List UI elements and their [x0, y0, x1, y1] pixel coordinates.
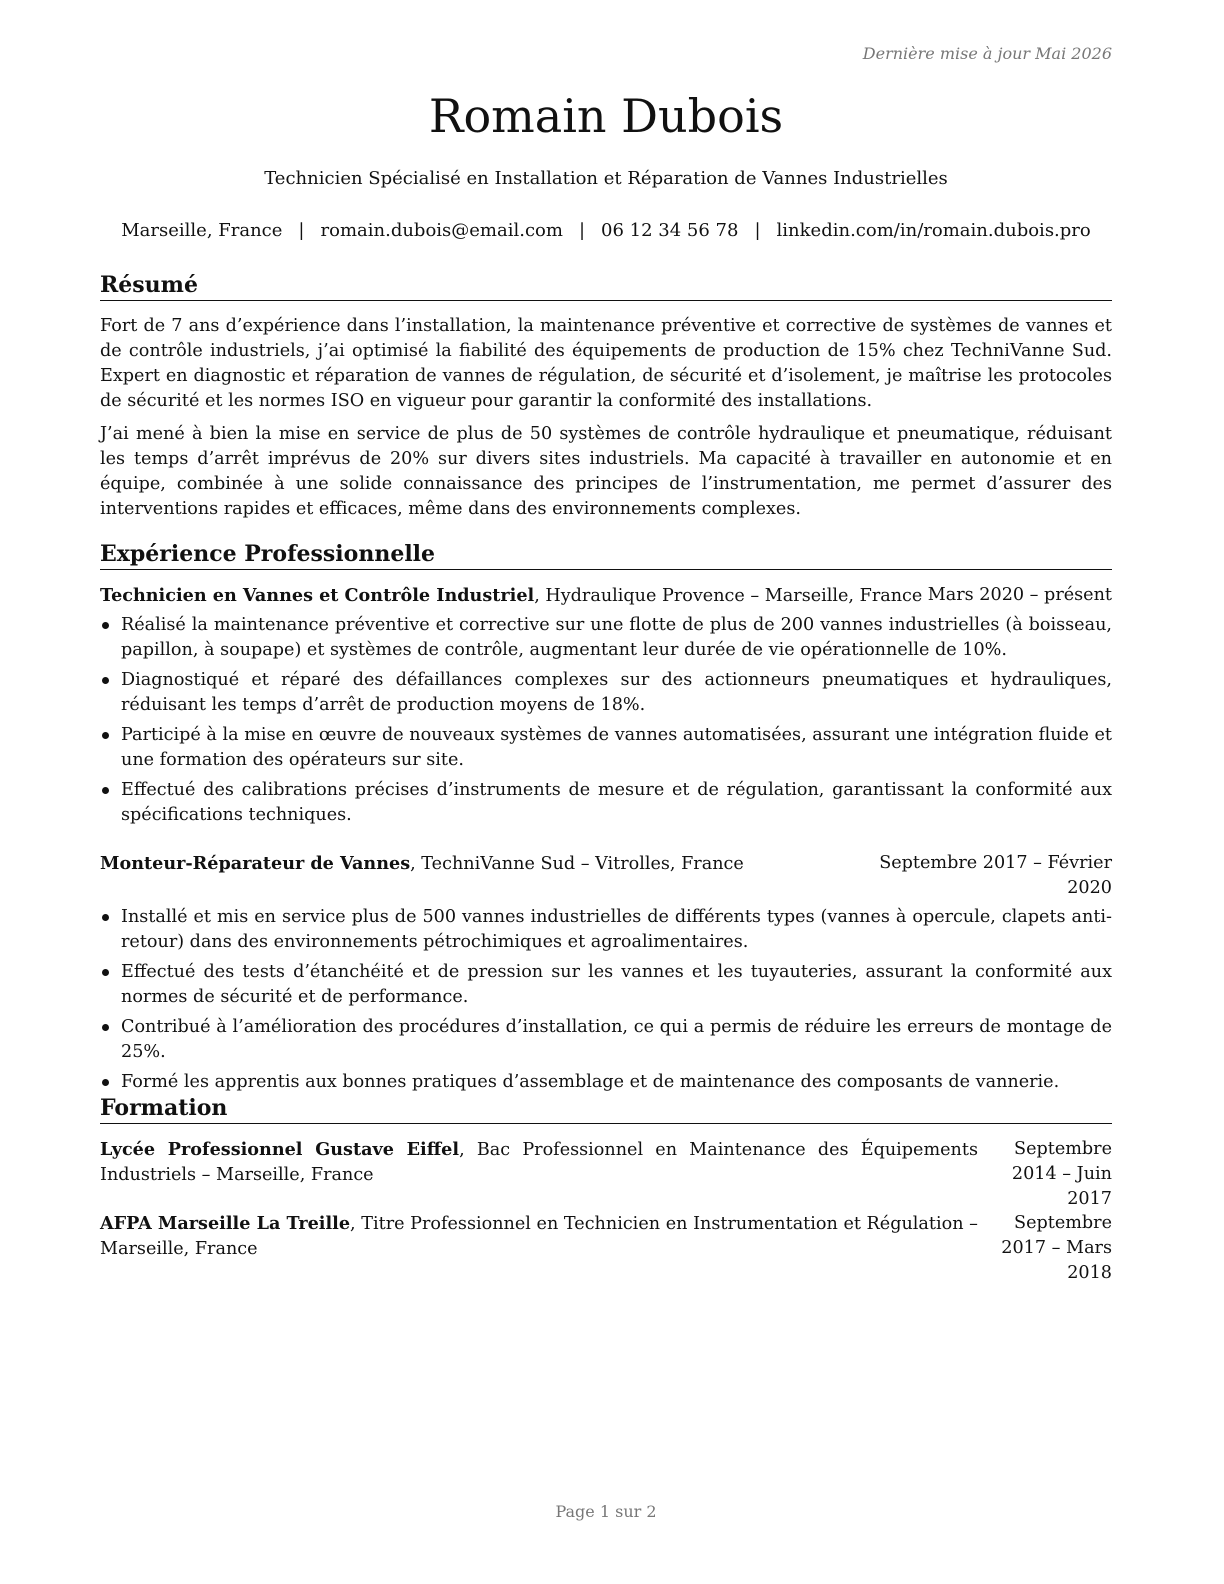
education-school: Lycée Professionnel Gustave Eiffel: [100, 1139, 460, 1160]
bullet-icon: [102, 787, 109, 794]
education-degree: , Bac Professionnel en Maintenance des Équipements Industriels – Marseille, France: [100, 1140, 978, 1185]
job-dates: Septembre 2017 – Février 2020: [879, 853, 1112, 898]
job-company: , TechniVanne Sud – Vitrolles, France: [410, 854, 744, 874]
job-title-line: [100, 583, 922, 609]
last-updated: Dernière mise à jour Mai 2026: [862, 44, 1112, 63]
bullet-icon: [102, 914, 109, 921]
bullet-icon: [102, 1079, 109, 1086]
education-dates: Septembre 2014 – Juin 2017: [1011, 1139, 1112, 1209]
list-item: [100, 960, 1112, 1010]
education-item: [100, 1137, 1112, 1209]
education-detail: [100, 1211, 978, 1262]
education-item: [100, 1211, 1112, 1283]
bullet-text: Formé les apprentis aux bonnes pratiques d’assemblage et de maintenance des composants de vannerie.: [121, 1072, 1060, 1092]
contact-separator: |: [298, 220, 305, 241]
summary-paragraph: J’ai mené à bien la mise en service de plus de 50 systèmes de contrôle hydraulique et pneumatique, réduisant les temps d’arrêt imprévus de 20% sur divers sites industriels. Ma capacité à travailler en autonomie et en équipe, combinée à une solide connaissance des principes de l’instrumentation, me permet d’assurer des interventions rapides et efficaces, même dans des environnements complexes.: [100, 424, 1112, 519]
person-name: Romain Dubois: [428, 89, 784, 143]
summary-block: [100, 314, 1112, 522]
list-item: [100, 613, 1112, 663]
list-item: [100, 1015, 1112, 1065]
contact-linkedin: linkedin.com/in/romain.dubois.pro: [776, 220, 1091, 241]
contact-separator: |: [578, 220, 586, 241]
list-item: [100, 1070, 1112, 1095]
bullet-text: Réalisé la maintenance préventive et corrective sur une flotte de plus de 200 vannes industrielles (à boisseau, papillon, à soupape) et systèmes de contrôle, augmentant leur durée de vie opérationnelle de 10%.: [121, 615, 1112, 660]
bullet-text: Diagnostiqué et réparé des défaillances complexes sur des actionneurs pneumatiques et hydrauliques, réduisant les temps d’arrêt de production moyens de 18%.: [121, 670, 1112, 715]
job-title-line: [100, 851, 744, 877]
bullet-icon: [102, 732, 109, 739]
bullet-text: Installé et mis en service plus de 500 vannes industrielles de différents types (vannes à opercule, clapets anti-retour) dans des environnements pétrochimiques et agroalimentaires.: [121, 907, 1112, 952]
education-detail: [100, 1137, 978, 1188]
bullet-icon: [102, 622, 109, 629]
list-item: [100, 668, 1112, 718]
page-number: Page 1 sur 2: [555, 1502, 657, 1521]
job-bullets: [100, 613, 1112, 833]
list-item: [100, 723, 1112, 773]
section-heading-summary: Résumé: [100, 270, 1112, 301]
job-dates: Mars 2020 – présent: [927, 585, 1112, 605]
bullet-text: Participé à la mise en œuvre de nouveaux systèmes de vannes automatisées, assurant une intégration fluide et une formation des opérateurs sur site.: [121, 725, 1112, 770]
job-role: Technicien en Vannes et Contrôle Industriel: [100, 585, 535, 606]
bullet-text: Effectué des calibrations précises d’instruments de mesure et de régulation, garantissant la conformité aux spécifications techniques.: [121, 780, 1112, 825]
bullet-icon: [102, 969, 109, 976]
bullet-text: Effectué des tests d’étanchéité et de pression sur les vannes et les tuyauteries, assurant la conformité aux normes de sécurité et de performance.: [121, 962, 1112, 1007]
contact-phone: 06 12 34 56 78: [601, 220, 739, 241]
contact-line: [100, 218, 1112, 244]
contact-separator: |: [754, 220, 761, 241]
job-role: Monteur-Réparateur de Vannes: [100, 853, 411, 874]
job-bullets: [100, 905, 1112, 1100]
education-dates: Septembre 2017 – Mars 2018: [1001, 1213, 1112, 1283]
summary-paragraph: Fort de 7 ans d’expérience dans l’installation, la maintenance préventive et corrective de systèmes de vannes et de contrôle industriels, j’ai optimisé la fiabilité des équipements de production de 15% chez TechniVanne Sud. Expert en diagnostic et réparation de vannes de régulation, de sécurité et d’isolement, je maîtrise les protocoles de sécurité et les normes ISO en vigueur pour garantir la conformité des installations.: [100, 316, 1112, 411]
section-heading-experience: Expérience Professionnelle: [100, 539, 1112, 570]
education-degree: , Titre Professionnel en Technicien en Instrumentation et Régulation – Marseille, France: [100, 1214, 978, 1259]
resume-page: [100, 0, 1112, 1584]
bullet-icon: [102, 1024, 109, 1031]
list-item: [100, 905, 1112, 955]
job-company: , Hydraulique Provence – Marseille, France: [534, 586, 923, 606]
contact-email: romain.dubois@email.com: [320, 220, 563, 241]
education-school: AFPA Marseille La Treille: [100, 1213, 351, 1234]
bullet-text: Contribué à l’amélioration des procédures d’installation, ce qui a permis de réduire les erreurs de montage de 25%.: [121, 1017, 1112, 1062]
bullet-icon: [102, 677, 109, 684]
section-heading-education: Formation: [100, 1093, 1112, 1124]
job-title: Technicien Spécialisé en Installation et Réparation de Vannes Industrielles: [264, 168, 948, 189]
list-item: [100, 778, 1112, 828]
contact-location: Marseille, France: [121, 220, 283, 241]
